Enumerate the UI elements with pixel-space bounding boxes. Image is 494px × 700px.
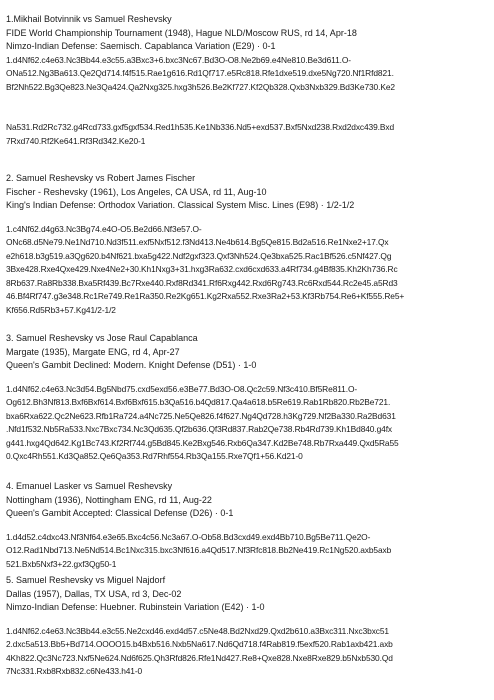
- game-opening: Queen's Gambit Accepted: Classical Defense (D26): [6, 508, 213, 518]
- game-block-5: [6, 574, 486, 679]
- game-moves-line: 4Kh822.Qc3Nc723.Nxf5Ne624.Nd6f625.Qh3Rfd826.Rfe1Nd427.Re8+Qxe828.Nxe8Rxe829.b5Nxb530.Qd: [6, 652, 393, 663]
- game-opening-line: King's Indian Defense: Orthodox Variation. Classical System Misc. Lines (E98) · 1/2-1/2: [6, 200, 355, 210]
- game-result: 0-1: [262, 41, 276, 51]
- game-moves-line: 8Rb637.Ra8Rb338.Bxa5Rf439.Bc7Rxe440.Rxf8Rd341.Rf6Rxg442.Rxd6Rg743.Rc6Rxd544.Rc2e45.a5Rd3: [6, 277, 398, 288]
- game-event: Dallas (1957), Dallas, TX USA, rd 3, Dec-02: [6, 588, 182, 599]
- game-block-1: [6, 13, 486, 148]
- game-moves-line: Og612.Bh3Nf813.Bxf6Bxf614.Bxf6Bxf615.b3Qa516.b4Qd817.Qa4a618.b5Re619.Rab1Rb820.Rb2Be721.: [6, 397, 391, 407]
- game-moves-line: 0.Qxc4Rh551.Kd3Qa852.Qe6Qa353.Rd7Rhf554.Rb3Qa155.Rxe7Qf1+56.Kd21-0: [6, 451, 303, 461]
- game-moves-line: [6, 94, 486, 108]
- game-moves-line: 2.dxc5a513.Bb5+Bd714.OOOO15.b4Bxb516.Nxb5Na617.Nd6Qd718.f4Rab819.f5exf520.Rab1axb421.axb: [6, 639, 393, 649]
- game-opening: King's Indian Defense: Orthodox Variation. Classical System Misc. Lines (E98): [6, 200, 319, 210]
- game-moves-line: 7Nc331.Rxb8Rxb832.c6Ne433.h41-0: [6, 666, 143, 676]
- game-opening-line: Queen's Gambit Declined: Modern. Knight Defense (D51) · 1-0: [6, 360, 257, 370]
- game-moves-line: 46.Bf4Rf747.g3e348.Rc1Re749.Re1Ra350.Re2Kg651.Kg2Rxa552.Rxe3Ra2+53.Kf3Rb754.Re6+Kf555.Re5+: [6, 291, 405, 301]
- game-moves-line: ONc68.d5Ne79.Ne1Nd710.Nd3f511.exf5Nxf512.f3Nd413.Ne4b614.Bg5Qe815.Bd2a516.Re1Nxe2+17.Qx: [6, 237, 389, 247]
- game-moves-line: 3Bxe428.Rxe4Qxe429.Nxe4Ne2+30.Kh1Nxg3+31.hxg3Ra632.cxd6cxd633.a4Rf734.g4Bf835.Kh2Kh736.Rc: [6, 264, 398, 274]
- game-title: 4. Emanuel Lasker vs Samuel Reshevsky: [6, 481, 173, 491]
- game-moves-line: bxa6Rxa622.Qc2Ne623.Rfb1Ra724.a4Nc725.Ne5Qe826.f4f627.Ng4Qd728.h3Kg729.Nf2Ba330.Ra2Bd631: [6, 410, 396, 421]
- game-opening-line: Nimzo-Indian Defense: Saemisch. Capablanca Variation (E29) · 0-1: [6, 41, 276, 51]
- game-title: 5. Samuel Reshevsky vs Miguel Najdorf: [6, 575, 166, 585]
- game-opening-line: Nimzo-Indian Defense: Huebner. Rubinstein Variation (E42) · 1-0: [6, 602, 265, 612]
- game-result: 0-1: [220, 508, 234, 518]
- game-event: Fischer - Reshevsky (1961), Los Angeles, CA USA, rd 11, Aug-10: [6, 186, 267, 197]
- game-block-2: [6, 172, 486, 317]
- game-moves-line: 1.c4Nf62.d4g63.Nc3Bg74.e4O-O5.Be2d66.Nf3e57.O-: [6, 223, 202, 234]
- game-title: 3. Samuel Reshevsky vs Jose Raul Capablanca: [6, 333, 198, 343]
- game-moves-line: 1.d4d52.c4dxc43.Nf3Nf64.e3e65.Bxc4c56.Nc3a67.O-Ob58.Bd3cxd49.exd4Bb710.Bg5Be711.Qe2O-: [6, 531, 371, 542]
- game-moves-line: Bf2Nh522.Bg3Qe823.Ne3Qa424.Qa2Nxg325.hxg3h526.Be2Kf727.Kf2Qb328.Qxb3Nxb329.Bd3Ke730.Ke2: [6, 81, 395, 92]
- game-moves-line: e2h618.b3g519.a3Qg620.b4Nf621.bxa5g422.Ndf2gxf323.Qxf3Nh524.Qe3bxa525.Rac1Bf526.c5Nf427.Qg: [6, 250, 392, 261]
- game-moves-line: Na531.Rd2Rc732.g4Rcd733.gxf5gxf534.Red1h535.Ke1Nb336.Nd5+exd537.Bxf5Nxd238.Rxd2dxc439.Bxd: [6, 122, 395, 132]
- game-moves-line: [6, 108, 486, 122]
- game-moves-line: 521.Bxb5Nxf3+22.gxf3Qg50-1: [6, 558, 117, 569]
- game-event: Margate (1935), Margate ENG, rd 4, Apr-27: [6, 346, 180, 357]
- game-event: Nottingham (1936), Nottingham ENG, rd 11, Aug-22: [6, 494, 212, 505]
- game-moves-line: Kf656.Rd5Rb3+57.Kg41/2-1/2: [6, 304, 116, 315]
- game-result: 1-0: [251, 602, 265, 612]
- game-title: 2. Samuel Reshevsky vs Robert James Fischer: [6, 173, 196, 183]
- game-event: FIDE World Championship Tournament (1948), Hague NLD/Moscow RUS, rd 14, Apr-18: [6, 27, 357, 38]
- game-opening: Nimzo-Indian Defense: Huebner. Rubinstein Variation (E42): [6, 602, 244, 612]
- game-opening: Nimzo-Indian Defense: Saemisch. Capablanca Variation (E29): [6, 41, 255, 51]
- game-moves-line: 1.d4Nf62.c4e63.Nc3Bb44.e3c55.a3Bxc3+6.bxc3Nc67.Bd3O-O8.Ne2b69.e4Ne810.Be3d611.O-: [6, 54, 351, 65]
- game-opening-line: Queen's Gambit Accepted: Classical Defense (D26) · 0-1: [6, 508, 234, 518]
- game-result: 1/2-1/2: [326, 200, 355, 210]
- game-moves-line: 7Rxd740.Rf2Ke641.Rf3Rd342.Ke20-1: [6, 135, 146, 146]
- game-block-3: [6, 332, 486, 464]
- game-moves-line: .Nfd1f532.Nb5Ra533.Nxc7Bxc734.Nc3Qd635.Qf2b636.Qf3Rd837.Rab2Qe738.Rb4Rd739.Kh1Bd840.g4fx: [6, 424, 393, 434]
- game-moves-line: O12.Rad1Nbd713.Ne5Nd514.Bc1Nxc315.bxc3Nf616.a4Qd517.Nf3Rfc818.Bb2Ne419.Rc1Ng520.axb5axb: [6, 545, 392, 555]
- game-block-4: [6, 480, 486, 571]
- game-opening: Queen's Gambit Declined: Modern. Knight Defense (D51): [6, 360, 236, 370]
- game-result: 1-0: [243, 360, 257, 370]
- game-moves-line: g441.hxg4Qd642.Kg1Bc743.Kf2Rf744.g5Bd845.Ke2Bxg546.Rxb6Qa347.Kd2Be748.Rb7Rxa449.Qxd5Ra55: [6, 437, 399, 448]
- game-moves-line: ONa512.Ng3Ba613.Qe2Qd714.f4f515.Rae1g616.Rd1Qf717.e5Rc818.Rfe1dxe519.dxe5Ng720.Nf1Rfd821.: [6, 68, 394, 78]
- game-moves-line: 1.d4Nf62.c4e63.Nc3Bb44.e3c55.Ne2cxd46.exd4d57.c5Ne48.Bd2Nxd29.Qxd2b610.a3Bxc311.Nxc3bxc51: [6, 625, 389, 636]
- game-title: 1.Mikhail Botvinnik vs Samuel Reshevsky: [6, 14, 172, 24]
- game-moves-line: 1.d4Nf62.c4e63.Nc3d54.Bg5Nbd75.cxd5exd56.e3Be77.Bd3O-O8.Qc2c59.Nf3c410.Bf5Re811.O-: [6, 383, 358, 394]
